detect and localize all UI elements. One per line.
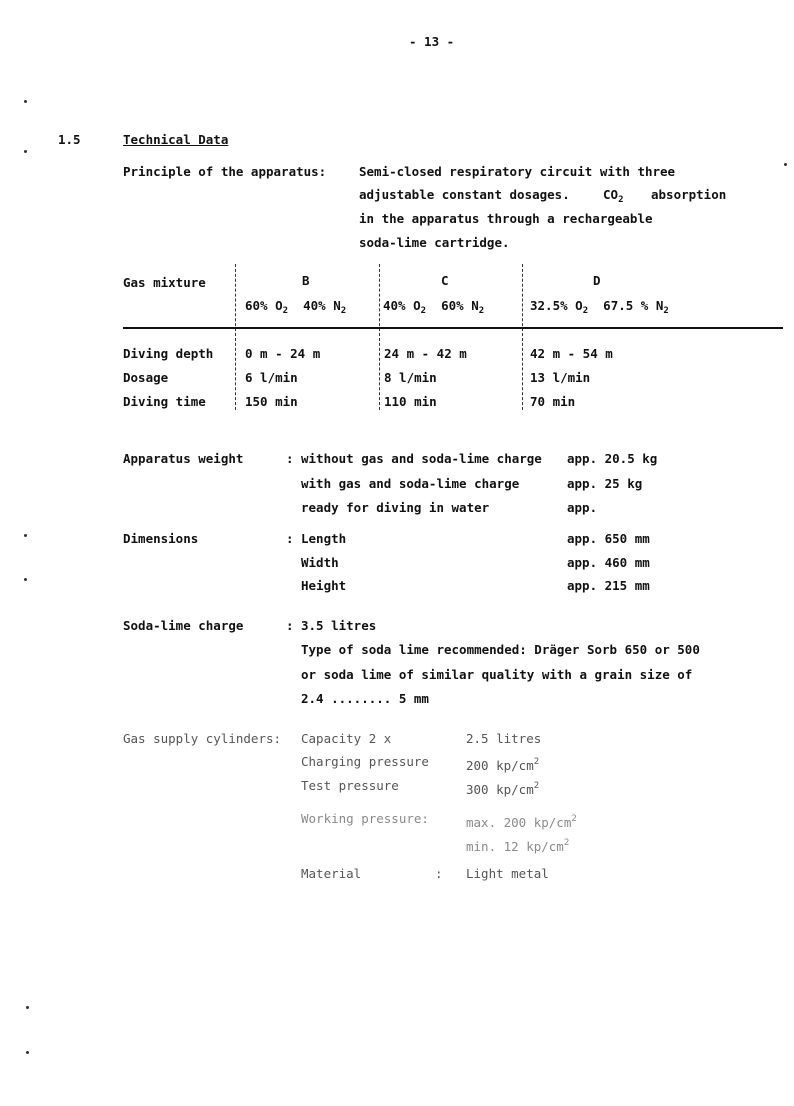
time-d: 70 min — [530, 394, 576, 409]
row-label-time: Diving time — [123, 394, 206, 409]
scan-speck — [24, 150, 27, 153]
principle-line-4: soda-lime cartridge. — [359, 235, 510, 250]
gas-supply-value-4: max. 200 $kp/cm^2$ — [466, 814, 577, 830]
section-title: Technical Data — [123, 132, 229, 147]
weight-value-3: app. — [567, 500, 598, 515]
weight-value-2: app. 25 kg — [567, 476, 643, 491]
gas-supply-value-1: 2.5 litres — [466, 731, 542, 746]
weight-sep: : — [286, 451, 294, 466]
soda-label: Soda-lime charge — [123, 618, 244, 633]
soda-sep: : — [286, 618, 294, 633]
dimension-height: Height — [301, 578, 347, 593]
dimension-width: Width — [301, 555, 339, 570]
gas-supply-value-3: 300 $kp/cm^2$ — [466, 781, 540, 797]
weight-row-1: without gas and soda-lime charge — [301, 451, 542, 466]
gas-supply-value-2: 200 $kp/cm^2$ — [466, 757, 540, 773]
section-number: 1.5 — [58, 132, 81, 147]
depth-c: 24 m - 42 m — [384, 346, 467, 361]
soda-value: 3.5 litres — [301, 618, 377, 633]
mixture-c-gases: 40% $O_2$ 60% $N_2$ — [383, 298, 485, 316]
dosage-c: 8 l/min — [384, 370, 437, 385]
dimension-length: Length — [301, 531, 347, 546]
depth-d: 42 m - 54 m — [530, 346, 613, 361]
soda-line-2: or soda lime of similar quality with a grain size of — [301, 667, 693, 682]
scan-speck — [24, 578, 27, 581]
table-divider-1 — [235, 264, 236, 410]
row-label-depth: Diving depth — [123, 346, 214, 361]
material-sep: : — [435, 866, 443, 881]
weight-row-2: with gas and soda-lime charge — [301, 476, 520, 491]
soda-line-3: 2.4 ........ 5 mm — [301, 691, 429, 706]
depth-b: 0 m - 24 m — [245, 346, 321, 361]
gas-supply-row-2: Charging pressure — [301, 754, 429, 769]
principle-line-3: in the apparatus through a rechargeable — [359, 211, 653, 226]
dimension-length-value: app. 650 mm — [567, 531, 650, 546]
principle-line-1: Semi-closed respiratory circuit with three — [359, 164, 676, 179]
material-value: Light metal — [466, 866, 549, 881]
dosage-b: 6 l/min — [245, 370, 298, 385]
scan-speck — [784, 163, 787, 166]
gas-supply-label: Gas supply cylinders: — [123, 731, 282, 746]
weight-row-3: ready for diving in water — [301, 500, 490, 515]
mixture-d-gases: 32.5% $O_2$ 67.5 % $N_2$ — [530, 298, 669, 316]
weight-label: Apparatus weight — [123, 451, 244, 466]
gas-mixture-label: Gas mixture — [123, 275, 206, 290]
mixture-letter-c: C — [441, 273, 449, 288]
table-divider-2 — [379, 264, 380, 410]
scan-speck — [26, 1006, 29, 1009]
gas-supply-value-5: min. 12 $kp/cm^2$ — [466, 838, 570, 854]
dimension-height-value: app. 215 mm — [567, 578, 650, 593]
scan-speck — [24, 534, 27, 537]
dosage-d: 13 l/min — [530, 370, 591, 385]
row-label-dosage: Dosage — [123, 370, 169, 385]
gas-supply-row-3: Test pressure — [301, 778, 399, 793]
table-divider-3 — [522, 264, 523, 410]
dimensions-sep: : — [286, 531, 294, 546]
mixture-letter-d: D — [593, 273, 601, 288]
material-label: Material — [301, 866, 362, 881]
soda-line-1: Type of soda lime recommended: Dräger Sorb 650 or 500 — [301, 642, 700, 657]
scan-speck — [26, 1051, 29, 1054]
co2-formula: $CO_2$ — [603, 187, 624, 205]
principle-label: Principle of the apparatus: — [123, 164, 327, 179]
dimensions-label: Dimensions — [123, 531, 199, 546]
gas-supply-row-1: Capacity 2 x — [301, 731, 392, 746]
time-c: 110 min — [384, 394, 437, 409]
mixture-b-gases: 60% $O_2$ 40% $N_2$ — [245, 298, 347, 316]
weight-value-1: app. 20.5 kg — [567, 451, 658, 466]
dimension-width-value: app. 460 mm — [567, 555, 650, 570]
page-number: - 13 - — [409, 34, 455, 49]
principle-line-2: adjustable constant dosages. — [359, 187, 570, 202]
mixture-letter-b: B — [302, 273, 310, 288]
table-rule — [123, 327, 783, 329]
scan-speck — [24, 100, 27, 103]
time-b: 150 min — [245, 394, 298, 409]
principle-line-2b: absorption — [651, 187, 727, 202]
gas-supply-row-4: Working pressure: — [301, 811, 429, 826]
